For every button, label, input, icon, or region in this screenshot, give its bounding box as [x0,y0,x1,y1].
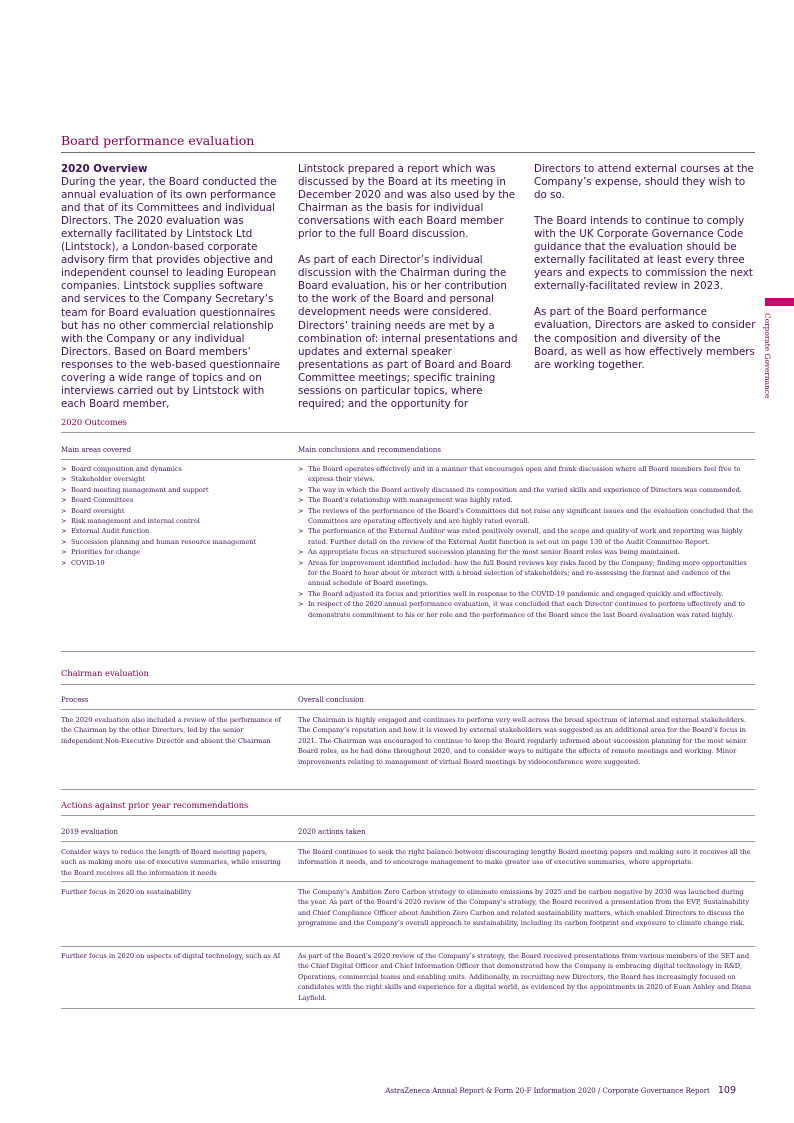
list-item: > An appropriate focus on structured succession planning for the most senior Board roles was being maintained. [298,547,754,557]
outcomes-header-divider [61,459,755,460]
actions-top-divider [61,815,755,816]
overview-paragraph: Directors to attend external courses at the Company’s expense, should they wish to do so. [534,163,754,202]
list-item: > The reviews of the performance of the Board’s Committees did not raise any significant issues and the evaluation concluded that the Committees are operating effectively and are highly rated overall. [298,506,754,527]
footer-text: AstraZeneca Annual Report & Form 20-F Information 2020 / Corporate Governance Report [385,1087,710,1095]
section-tab-marker [765,298,794,306]
title-divider [61,152,755,153]
actions-row-2-evaluation: Further focus in 2020 on sustainability [61,888,192,896]
list-item: > The Board adjusted its focus and priorities well in response to the COVID-19 pandemic and engaged quickly and effectively. [298,589,754,599]
outcomes-top-divider [61,432,755,433]
list-item: > In respect of the 2020 annual performance evaluation, it was concluded that each Director continues to perform effectively and to demonstrate commitment to his or her role and the performance of the Board since the last Board evaluation was rated highly. [298,599,754,620]
list-item: > Priorities for change [61,547,283,557]
outcomes-col1-header: Main areas covered [61,446,132,454]
overview-column-2 [298,163,520,424]
actions-row-3-action: As part of the Board’s 2020 review of the Company’s strategy, the Board received presentations from various members of the SET and the Chief Digital Officer and Chief Information Officer that demonstrated how the Company is embracing digital technology in R&D, Operations, commercial teams and enabling units. Additionally, in recruiting new Directors, the Board has increasingly focused on candidates with the right skills and experience for a digital world, as evidenced by the appointments in 2020 of Euan Ashley and Diana Layfield. [298,952,752,1002]
chairman-conclusion: The Chairman is highly engaged and continues to perform very well across the broad spectrum of internal and external stakeholders. The Company’s reputation and how it is viewed by external stakeholders was suggested as an additional area for the Board’s focus in 2021. The Chairman was encouraged to continue to keep the Board regularly informed about succession planning for the most senior Board roles, as he had done throughout 2020, and to consider ways to mitigate the effects of remote meetings and working. Minor improvements relating to management of virtual Board meetings by videoconference were suggested. [298,716,747,766]
actions-row-divider [61,881,755,882]
chairman-title: Chairman evaluation [61,668,149,678]
actions-row-1-evaluation: Consider ways to reduce the length of Board meeting papers, such as making more use of executive summaries, while ensuring the Board receives all the information it needs [61,848,281,877]
actions-col1-header: 2019 evaluation [61,828,119,836]
overview-paragraph: Lintstock prepared a report which was discussed by the Board at its meeting in December 2020 and was also used by the Chairman as the basis for individual conversations with each Board member prior to the full Board discussion. [298,163,516,241]
actions-row-2-action: The Company’s Ambition Zero Carbon strategy to eliminate emissions by 2025 and be carbon negative by 2030 was launched during the year. As part of the Board’s 2020 review of the Company’s strategy, the Board received a presentation from the EVP, Sustainability and Chief Compliance Officer about Ambition Zero Carbon and related sustainability matters, which enabled Directors to discuss the programme and the Company’s overall approach to sustainability, including its carbon footprint and exposure to climate change risk. [298,888,750,928]
chairman-top-divider [61,684,755,685]
list-item: > External Audit function [61,526,283,536]
overview-column-1 [61,163,283,424]
chairman-header-divider [61,709,755,710]
chairman-bottom-divider [61,789,755,790]
section-side-label [762,313,776,403]
overview-subtitle: 2020 Overview [61,163,148,175]
overview-column-3 [534,163,756,385]
outcomes-conclusions-list [298,464,754,620]
list-item: > The performance of the External Auditor was rated positively overall, and the scope and quality of work and reporting was highly rated. Further detail on the review of the External Audit function is set out on page 130 of the Audit Committee Report. [298,526,754,547]
list-item: > Areas for improvement identified included: how the full Board reviews key risks faced by the Company; finding more opportunities for the Board to hear about or interact with a broad selection of stakeholders; and re-assessing the format and cadence of the annual schedule of Board meetings. [298,558,754,589]
list-item: > Board composition and dynamics [61,464,283,474]
page-number: 109 [717,1085,736,1096]
section-side-label-text: Corporate Governance [763,313,772,399]
list-item: > The Board’s relationship with management was highly rated. [298,495,754,505]
list-item: > Board Committees [61,495,283,505]
actions-bottom-divider [61,1008,755,1009]
actions-col2-header: 2020 actions taken [298,828,366,836]
chairman-col1-header: Process [61,696,89,704]
actions-row-3-evaluation: Further focus in 2020 on aspects of digital technology, such as AI [61,952,281,960]
actions-title: Actions against prior year recommendations [61,800,249,810]
outcomes-areas-list [61,464,283,568]
list-item: > Risk management and internal control [61,516,283,526]
page-title: Board performance evaluation [61,133,255,148]
overview-paragraph: The Board intends to continue to comply with the UK Corporate Governance Code guidance that the evaluation should be externally facilitated at least every three years and expects to commission the next externally-facilitated review in 2023. [534,215,753,293]
list-item: > Board oversight [61,506,283,516]
page-footer [385,1085,736,1096]
chairman-process: The 2020 evaluation also included a review of the performance of the Chairman by the other Directors, led by the senior independent Non-Executive Director and absent the Chairman [61,716,282,745]
chairman-col2-header: Overall conclusion [298,696,364,704]
actions-header-divider [61,841,755,842]
outcomes-col2-header: Main conclusions and recommendations [298,446,441,454]
list-item: > Succession planning and human resource management [61,537,283,547]
list-item: > Board meeting management and support [61,485,283,495]
list-item: > Stakeholder oversight [61,474,283,484]
list-item: > The way in which the Board actively discussed its composition and the varied skills and experience of Directors was commended. [298,485,754,495]
overview-paragraph: During the year, the Board conducted the annual evaluation of its own performance and that of its Committees and individual Directors. The 2020 evaluation was externally facilitated by Lintstock Ltd (Lintstock), a London-based corporate advisory firm that provides objective and independent counsel to leading European companies. Lintstock supplies software and services to the Company Secretary’s team for Board evaluation questionnaires but has no other commercial relationship with the Company or any individual Directors. Based on Board members’ responses to the web-based questionnaire covering a wide range of topics and on interviews carried out by Lintstock with each Board member, [61,176,281,410]
list-item: > COVID-19 [61,558,283,568]
overview-paragraph: As part of the Board performance evaluation, Directors are asked to consider the composition and diversity of the Board, as well as how effectively members are working together. [534,306,756,371]
outcomes-bottom-divider [61,651,755,652]
list-item: > The Board operates effectively and in a manner that encourages open and frank discussion where all Board members feel free to express their views. [298,464,754,485]
overview-paragraph: As part of each Director’s individual discussion with the Chairman during the Board evaluation, his or her contribution to the work of the Board and personal development needs were considered. Directors’ training needs are met by a combination of: internal presentations and updates and external speaker presentations as part of Board and Board Committee meetings; specific training sessions on particular topics, where required; and the opportunity for [298,254,518,410]
actions-row-divider [61,946,755,947]
outcomes-title: 2020 Outcomes [61,417,127,427]
actions-row-1-action: The Board continues to seek the right balance between discouraging lengthy Board meeting papers and making sure it receives all the information it needs, and to encourage management to make greater use of executive summaries, where appropriate. [298,848,751,867]
